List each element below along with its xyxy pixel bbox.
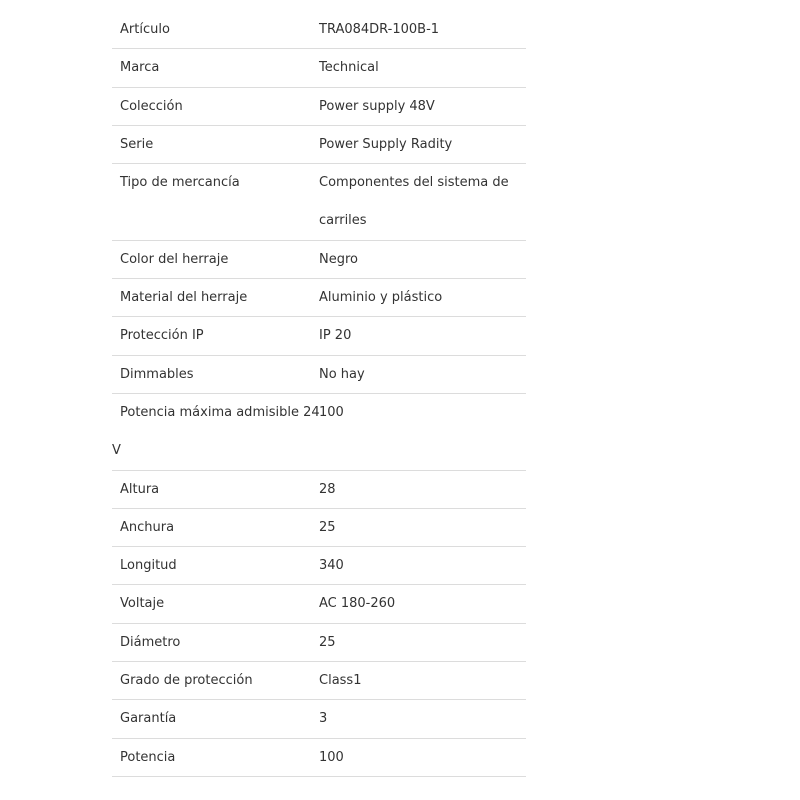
spec-label: Longitud bbox=[120, 558, 177, 574]
spec-label: Dimmables bbox=[120, 366, 194, 382]
spec-value: 25 bbox=[319, 634, 336, 650]
spec-label: Tipo de mercancía bbox=[120, 175, 240, 191]
spec-row-serie bbox=[112, 126, 526, 164]
spec-label: Colección bbox=[120, 98, 183, 114]
spec-value: TRA084DR-100B-1 bbox=[319, 22, 440, 37]
spec-row-diametro bbox=[112, 624, 526, 662]
spec-label: Serie bbox=[120, 136, 154, 152]
spec-value: Power Supply Radity bbox=[319, 136, 453, 152]
spec-value: 100 bbox=[319, 749, 344, 765]
spec-value: Aluminio y plástico bbox=[319, 290, 443, 306]
spec-row-coleccion bbox=[112, 88, 526, 126]
spec-label-line-1: Potencia máxima admisible 24 bbox=[120, 404, 320, 420]
spec-value: Technical bbox=[319, 60, 379, 76]
spec-label: Material del herraje bbox=[120, 290, 248, 306]
spec-value: 25 bbox=[319, 519, 336, 535]
spec-label: Potencia bbox=[120, 749, 176, 765]
spec-value: No hay bbox=[319, 366, 365, 382]
spec-value: Componentes del sistema de carriles bbox=[319, 175, 509, 229]
spec-row-articulo bbox=[112, 11, 526, 49]
spec-row-tipo-de-mercancia bbox=[112, 164, 526, 241]
specifications-table bbox=[112, 11, 526, 777]
spec-label: Grado de protección bbox=[120, 673, 253, 689]
spec-value: Class1 bbox=[319, 673, 362, 689]
spec-row-potencia-maxima-admisible bbox=[112, 394, 526, 471]
spec-label: Garantía bbox=[120, 711, 177, 727]
spec-value: IP 20 bbox=[319, 328, 352, 344]
spec-value: 3 bbox=[319, 711, 328, 727]
spec-value: Power supply 48V bbox=[319, 98, 435, 114]
spec-row-grado-de-proteccion bbox=[112, 662, 526, 700]
spec-label: Color del herraje bbox=[120, 251, 229, 267]
spec-label: Marca bbox=[120, 60, 160, 76]
spec-label: Diámetro bbox=[120, 634, 181, 650]
spec-row-proteccion-ip bbox=[112, 317, 526, 355]
spec-row-altura bbox=[112, 471, 526, 509]
spec-row-voltaje bbox=[112, 585, 526, 623]
spec-label: Anchura bbox=[120, 519, 175, 535]
spec-value: 28 bbox=[319, 481, 336, 497]
spec-row-potencia bbox=[112, 739, 526, 777]
spec-row-color-del-herraje bbox=[112, 241, 526, 279]
spec-value: 340 bbox=[319, 558, 344, 574]
spec-row-marca bbox=[112, 49, 526, 87]
spec-label: Artículo bbox=[120, 22, 170, 37]
spec-label: Protección IP bbox=[120, 328, 204, 344]
spec-row-longitud bbox=[112, 547, 526, 585]
spec-row-dimmables bbox=[112, 356, 526, 394]
spec-row-anchura bbox=[112, 509, 526, 547]
spec-label: Voltaje bbox=[120, 596, 165, 612]
spec-value: 100 bbox=[319, 404, 344, 420]
spec-value: Negro bbox=[319, 251, 358, 267]
spec-label: Altura bbox=[120, 481, 160, 497]
spec-row-garantia bbox=[112, 700, 526, 738]
spec-value: AC 180-260 bbox=[319, 596, 396, 612]
spec-label-line-2: V bbox=[112, 443, 121, 459]
spec-row-material-del-herraje bbox=[112, 279, 526, 317]
